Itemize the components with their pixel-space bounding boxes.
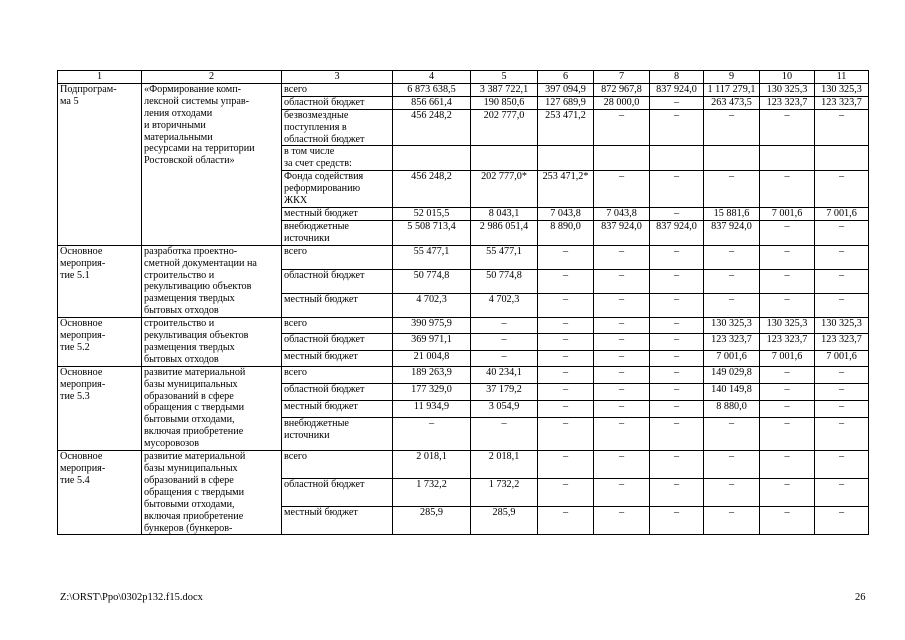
- value-cell: 40 234,1: [471, 366, 538, 383]
- value-cell: –: [760, 366, 815, 383]
- value-cell: 140 149,8: [704, 383, 760, 400]
- value-cell: –: [815, 269, 869, 293]
- value-cell: 7 001,6: [815, 350, 869, 366]
- value-cell: –: [594, 171, 650, 208]
- value-cell: [650, 146, 704, 171]
- value-cell: –: [760, 401, 815, 418]
- value-cell: 3 387 722,1: [471, 83, 538, 96]
- value-cell: –: [815, 451, 869, 479]
- header-cell: 10: [760, 71, 815, 84]
- header-cell: 6: [538, 71, 594, 84]
- value-cell: [760, 146, 815, 171]
- value-cell: 5 508 713,4: [393, 220, 471, 245]
- value-cell: 11 934,9: [393, 401, 471, 418]
- value-cell: –: [594, 350, 650, 366]
- value-cell: 123 323,7: [815, 334, 869, 350]
- funding-source-cell: местный бюджет: [282, 507, 393, 535]
- value-cell: –: [650, 293, 704, 317]
- value-cell: –: [650, 318, 704, 334]
- value-cell: 397 094,9: [538, 83, 594, 96]
- value-cell: 123 323,7: [815, 96, 869, 109]
- value-cell: –: [815, 418, 869, 451]
- header-cell: 9: [704, 71, 760, 84]
- value-cell: –: [760, 245, 815, 269]
- value-cell: [538, 146, 594, 171]
- value-cell: 456 248,2: [393, 109, 471, 146]
- header-cell: 11: [815, 71, 869, 84]
- funding-source-cell: всего: [282, 245, 393, 269]
- value-cell: 837 924,0: [650, 220, 704, 245]
- header-cell: 3: [282, 71, 393, 84]
- value-cell: –: [650, 451, 704, 479]
- funding-source-cell: местный бюджет: [282, 350, 393, 366]
- value-cell: –: [650, 245, 704, 269]
- funding-source-cell: местный бюджет: [282, 401, 393, 418]
- value-cell: 130 325,3: [760, 83, 815, 96]
- header-cell: 1: [58, 71, 142, 84]
- value-cell: 50 774,8: [471, 269, 538, 293]
- value-cell: –: [650, 401, 704, 418]
- value-cell: –: [815, 383, 869, 400]
- value-cell: 369 971,1: [393, 334, 471, 350]
- value-cell: 4 702,3: [471, 293, 538, 317]
- value-cell: 837 924,0: [704, 220, 760, 245]
- value-cell: 872 967,8: [594, 83, 650, 96]
- table-body: [58, 71, 869, 535]
- value-cell: 8 043,1: [471, 207, 538, 220]
- value-cell: –: [650, 507, 704, 535]
- funding-source-cell: областной бюджет: [282, 334, 393, 350]
- value-cell: –: [594, 109, 650, 146]
- value-cell: [471, 146, 538, 171]
- value-cell: 390 975,9: [393, 318, 471, 334]
- value-cell: –: [650, 366, 704, 383]
- funding-source-cell: внебюджетные источники: [282, 220, 393, 245]
- value-cell: 7 043,8: [538, 207, 594, 220]
- funding-source-cell: местный бюджет: [282, 207, 393, 220]
- value-cell: –: [704, 109, 760, 146]
- value-cell: –: [760, 451, 815, 479]
- value-cell: –: [393, 418, 471, 451]
- table-row: [58, 83, 869, 96]
- value-cell: 123 323,7: [760, 334, 815, 350]
- value-cell: –: [650, 207, 704, 220]
- measure-title-cell: «Формирование комп- лексной системы управ- ления отходами и вторичными материальными ресурсами на территории Ростовской области»: [142, 83, 282, 245]
- value-cell: 1 117 279,1: [704, 83, 760, 96]
- program-cell: Основное мероприя- тие 5.4: [58, 451, 142, 535]
- value-cell: 837 924,0: [594, 220, 650, 245]
- value-cell: 123 323,7: [760, 96, 815, 109]
- value-cell: –: [538, 418, 594, 451]
- value-cell: 130 325,3: [815, 83, 869, 96]
- program-cell: Подпрограм- ма 5: [58, 83, 142, 245]
- value-cell: 253 471,2: [538, 109, 594, 146]
- header-cell: 7: [594, 71, 650, 84]
- value-cell: 15 881,6: [704, 207, 760, 220]
- value-cell: –: [815, 507, 869, 535]
- value-cell: 7 001,6: [815, 207, 869, 220]
- value-cell: 2 018,1: [393, 451, 471, 479]
- value-cell: 253 471,2*: [538, 171, 594, 208]
- value-cell: –: [594, 383, 650, 400]
- value-cell: –: [704, 269, 760, 293]
- value-cell: –: [594, 479, 650, 507]
- value-cell: –: [650, 418, 704, 451]
- funding-source-cell: Фонда содействия реформированию ЖКХ: [282, 171, 393, 208]
- funding-source-cell: местный бюджет: [282, 293, 393, 317]
- value-cell: –: [650, 350, 704, 366]
- funding-source-cell: областной бюджет: [282, 479, 393, 507]
- value-cell: [815, 146, 869, 171]
- value-cell: –: [760, 109, 815, 146]
- program-cell: Основное мероприя- тие 5.1: [58, 245, 142, 317]
- funding-source-cell: всего: [282, 451, 393, 479]
- value-cell: –: [650, 479, 704, 507]
- value-cell: –: [760, 418, 815, 451]
- funding-source-cell: безвозмездные поступления в областной бюджет: [282, 109, 393, 146]
- value-cell: 130 325,3: [760, 318, 815, 334]
- value-cell: –: [704, 507, 760, 535]
- value-cell: 7 001,6: [704, 350, 760, 366]
- value-cell: 3 054,9: [471, 401, 538, 418]
- value-cell: –: [650, 109, 704, 146]
- measure-title-cell: развитие материальной базы муниципальных образований в сфере обращения с твердыми бытовыми отходами, включая приобретение мусоровозов: [142, 366, 282, 450]
- measure-title-cell: разработка проектно- сметной документации на строительство и рекультивацию объектов размещения твердых бытовых отходов: [142, 245, 282, 317]
- value-cell: 37 179,2: [471, 383, 538, 400]
- value-cell: 263 473,5: [704, 96, 760, 109]
- value-cell: –: [815, 245, 869, 269]
- value-cell: 127 689,9: [538, 96, 594, 109]
- value-cell: –: [704, 245, 760, 269]
- table-row: [58, 245, 869, 269]
- value-cell: 123 323,7: [704, 334, 760, 350]
- program-cell: Основное мероприя- тие 5.3: [58, 366, 142, 450]
- value-cell: –: [760, 383, 815, 400]
- value-cell: –: [704, 293, 760, 317]
- value-cell: –: [650, 171, 704, 208]
- value-cell: –: [538, 401, 594, 418]
- funding-source-cell: областной бюджет: [282, 383, 393, 400]
- funding-source-cell: внебюджетные источники: [282, 418, 393, 451]
- value-cell: 456 248,2: [393, 171, 471, 208]
- value-cell: –: [538, 479, 594, 507]
- value-cell: –: [815, 171, 869, 208]
- funding-source-cell: в том числе за счет средств:: [282, 146, 393, 171]
- value-cell: –: [760, 269, 815, 293]
- value-cell: –: [650, 334, 704, 350]
- value-cell: –: [594, 269, 650, 293]
- value-cell: 8 880,0: [704, 401, 760, 418]
- value-cell: –: [594, 245, 650, 269]
- funding-source-cell: всего: [282, 318, 393, 334]
- value-cell: 7 001,6: [760, 207, 815, 220]
- header-cell: 2: [142, 71, 282, 84]
- value-cell: –: [538, 383, 594, 400]
- value-cell: 6 873 638,5: [393, 83, 471, 96]
- footer-file-path: Z:\ORST\Ppo\0302p132.f15.docx: [60, 592, 203, 603]
- value-cell: –: [538, 334, 594, 350]
- value-cell: 21 004,8: [393, 350, 471, 366]
- header-cell: 8: [650, 71, 704, 84]
- value-cell: –: [471, 350, 538, 366]
- value-cell: –: [538, 269, 594, 293]
- value-cell: –: [594, 418, 650, 451]
- value-cell: –: [594, 451, 650, 479]
- value-cell: 202 777,0*: [471, 171, 538, 208]
- value-cell: 52 015,5: [393, 207, 471, 220]
- value-cell: –: [815, 109, 869, 146]
- value-cell: 50 774,8: [393, 269, 471, 293]
- value-cell: 177 329,0: [393, 383, 471, 400]
- value-cell: –: [760, 171, 815, 208]
- value-cell: [594, 146, 650, 171]
- header-row: [58, 71, 869, 84]
- value-cell: –: [760, 479, 815, 507]
- value-cell: 190 850,6: [471, 96, 538, 109]
- value-cell: 7 001,6: [760, 350, 815, 366]
- value-cell: –: [538, 245, 594, 269]
- value-cell: –: [538, 293, 594, 317]
- funding-source-cell: областной бюджет: [282, 96, 393, 109]
- funding-source-cell: областной бюджет: [282, 269, 393, 293]
- value-cell: –: [471, 334, 538, 350]
- value-cell: –: [650, 269, 704, 293]
- value-cell: –: [594, 293, 650, 317]
- measure-title-cell: строительство и рекультивация объектов размещения твердых бытовых отходов: [142, 318, 282, 367]
- table-row: [58, 451, 869, 479]
- value-cell: –: [594, 334, 650, 350]
- value-cell: 55 477,1: [393, 245, 471, 269]
- value-cell: –: [704, 479, 760, 507]
- value-cell: –: [594, 318, 650, 334]
- value-cell: –: [815, 366, 869, 383]
- value-cell: –: [650, 383, 704, 400]
- value-cell: –: [594, 507, 650, 535]
- value-cell: –: [650, 96, 704, 109]
- value-cell: –: [538, 318, 594, 334]
- value-cell: 8 890,0: [538, 220, 594, 245]
- program-cell: Основное мероприя- тие 5.2: [58, 318, 142, 367]
- page-number: 26: [855, 592, 866, 603]
- value-cell: 285,9: [471, 507, 538, 535]
- table-row: [58, 318, 869, 334]
- value-cell: –: [815, 293, 869, 317]
- value-cell: –: [471, 418, 538, 451]
- value-cell: –: [815, 479, 869, 507]
- value-cell: –: [815, 401, 869, 418]
- value-cell: –: [538, 507, 594, 535]
- value-cell: 285,9: [393, 507, 471, 535]
- value-cell: –: [538, 451, 594, 479]
- value-cell: 2 018,1: [471, 451, 538, 479]
- funding-source-cell: всего: [282, 366, 393, 383]
- value-cell: 130 325,3: [815, 318, 869, 334]
- value-cell: 2 986 051,4: [471, 220, 538, 245]
- value-cell: 837 924,0: [650, 83, 704, 96]
- value-cell: –: [760, 507, 815, 535]
- value-cell: [393, 146, 471, 171]
- value-cell: –: [538, 366, 594, 383]
- value-cell: –: [760, 220, 815, 245]
- value-cell: –: [704, 418, 760, 451]
- value-cell: –: [471, 318, 538, 334]
- value-cell: –: [815, 220, 869, 245]
- value-cell: –: [594, 401, 650, 418]
- header-cell: 5: [471, 71, 538, 84]
- value-cell: –: [594, 366, 650, 383]
- value-cell: –: [704, 171, 760, 208]
- value-cell: –: [704, 451, 760, 479]
- value-cell: 856 661,4: [393, 96, 471, 109]
- value-cell: 55 477,1: [471, 245, 538, 269]
- value-cell: 189 263,9: [393, 366, 471, 383]
- value-cell: 1 732,2: [393, 479, 471, 507]
- budget-table: [57, 70, 869, 535]
- value-cell: 149 029,8: [704, 366, 760, 383]
- value-cell: 28 000,0: [594, 96, 650, 109]
- measure-title-cell: развитие материальной базы муниципальных образований в сфере обращения с твердыми бытовыми отходами, включая приобретение бункеров (бункеров-: [142, 451, 282, 535]
- value-cell: 4 702,3: [393, 293, 471, 317]
- table-row: [58, 366, 869, 383]
- funding-source-cell: всего: [282, 83, 393, 96]
- value-cell: [704, 146, 760, 171]
- header-cell: 4: [393, 71, 471, 84]
- value-cell: –: [760, 293, 815, 317]
- value-cell: 7 043,8: [594, 207, 650, 220]
- value-cell: –: [538, 350, 594, 366]
- value-cell: 202 777,0: [471, 109, 538, 146]
- value-cell: 1 732,2: [471, 479, 538, 507]
- value-cell: 130 325,3: [704, 318, 760, 334]
